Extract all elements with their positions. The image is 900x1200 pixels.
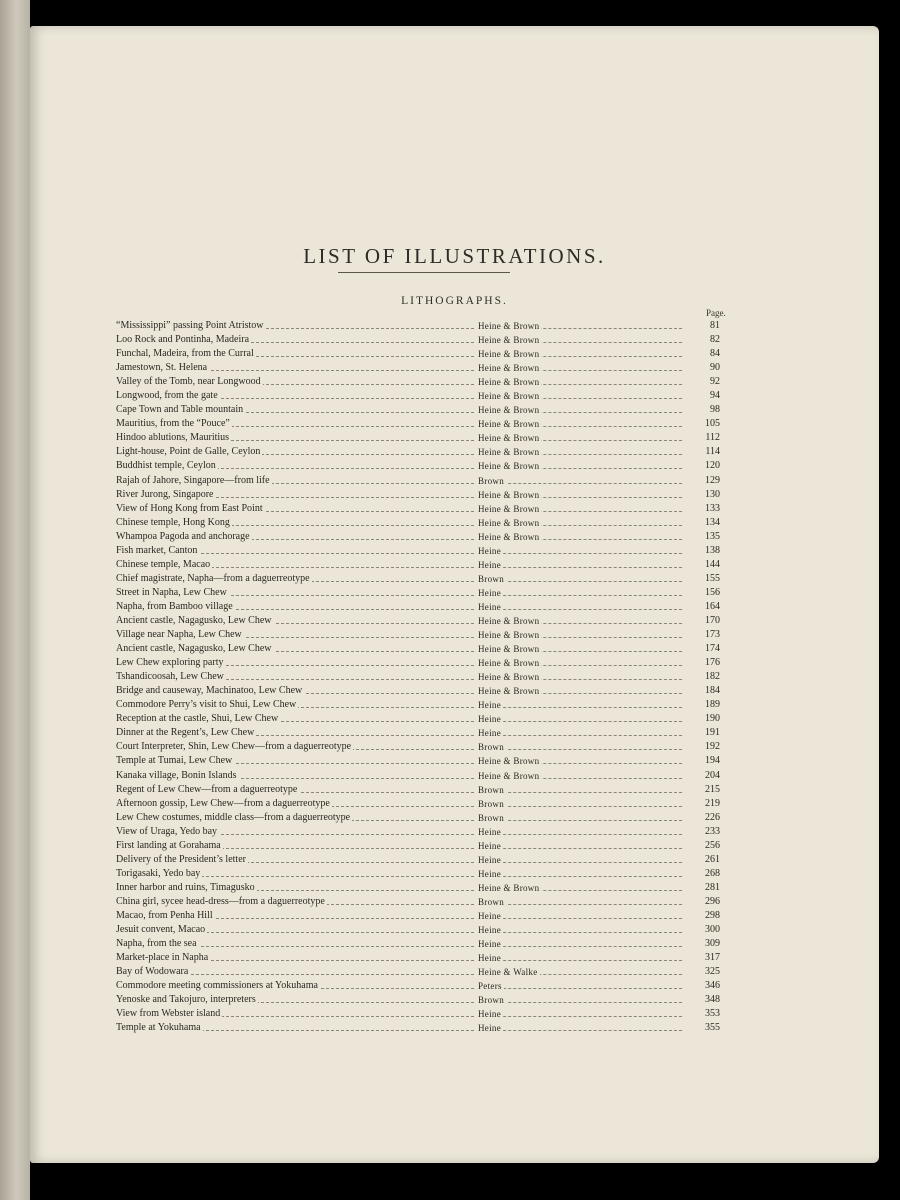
leader-dots (478, 960, 682, 961)
illustration-title: Lew Chew exploring party (116, 657, 224, 669)
leader-dots (478, 876, 682, 877)
artist-name: Brown (478, 995, 504, 1006)
page-number: 114 (705, 446, 720, 458)
leader-dots (478, 904, 682, 905)
leader-dots (478, 581, 682, 582)
artist-name: Heine & Brown (478, 405, 540, 416)
leader-dots (478, 820, 682, 821)
page-number: 309 (705, 938, 720, 950)
list-item (116, 754, 720, 768)
illustration-title: Light-house, Point de Galle, Ceylon (116, 446, 261, 458)
artist-name: Heine & Brown (478, 658, 540, 669)
page-column-label: Page. (706, 308, 726, 318)
artist-name: Brown (478, 798, 504, 809)
artist-name: Heine & Brown (478, 630, 540, 641)
illustration-title: Valley of the Tomb, near Longwood (116, 376, 261, 388)
list-item (116, 572, 720, 586)
artist-name: Heine & Brown (478, 672, 540, 683)
illustration-title: Macao, from Penha Hill (116, 909, 213, 921)
list-item (116, 839, 720, 853)
page-number: 281 (705, 881, 720, 893)
page-number: 296 (705, 895, 720, 907)
book-page (30, 26, 879, 1163)
illustration-title: Napha, from the sea (116, 938, 197, 950)
illustration-title: Whampoa Pagoda and anchorage (116, 530, 250, 542)
leader-dots (478, 707, 682, 708)
page-number: 92 (710, 376, 720, 388)
leader-dots (478, 792, 682, 793)
leader-dots (478, 918, 682, 919)
list-item (116, 769, 720, 783)
illustration-title: Loo Rock and Pontinha, Madeira (116, 334, 250, 346)
list-item (116, 951, 720, 965)
illustration-title: Reception at the castle, Shui, Lew Chew (116, 713, 279, 725)
page-number: 133 (705, 502, 720, 514)
page-number: 325 (705, 966, 720, 978)
artist-name: Heine (478, 714, 501, 725)
artist-name: Heine & Brown (478, 419, 540, 430)
leader-dots (478, 988, 682, 989)
artist-name: Heine & Brown (478, 377, 540, 388)
artist-name: Heine (478, 925, 501, 936)
list-item (116, 347, 720, 361)
illustration-title: Ancient castle, Nagagusko, Lew Chew (116, 614, 272, 626)
illustration-title: First landing at Gorahama (116, 839, 221, 851)
artist-name: Heine (478, 700, 501, 711)
artist-name: Brown (478, 896, 504, 907)
illustration-title: Funchal, Madeira, from the Curral (116, 348, 254, 360)
illustration-title: Cape Town and Table mountain (116, 404, 244, 416)
leader-dots (478, 749, 682, 750)
artist-name: Heine (478, 868, 501, 879)
illustration-title: Ancient castle, Nagagusko, Lew Chew (116, 643, 272, 655)
page-number: 219 (705, 797, 720, 809)
illustration-title: Hindoo ablutions, Mauritius (116, 432, 230, 444)
page-number: 105 (705, 418, 720, 430)
artist-name: Heine & Brown (478, 433, 540, 444)
illustration-title: Chinese temple, Hong Kong (116, 516, 230, 528)
list-item (116, 825, 720, 839)
list-item (116, 375, 720, 389)
list-item (116, 726, 720, 740)
artist-name: Heine & Brown (478, 615, 540, 626)
artist-name: Heine & Brown (478, 882, 540, 893)
list-item (116, 993, 720, 1007)
illustration-title: Village near Napha, Lew Chew (116, 629, 242, 641)
list-item (116, 516, 720, 530)
page-number: 90 (710, 362, 720, 374)
list-item (116, 628, 720, 642)
illustration-title: View of Hong Kong from East Point (116, 502, 263, 514)
illustration-title: Temple at Tumai, Lew Chew (116, 755, 233, 767)
list-item (116, 740, 720, 754)
artist-name: Peters (478, 981, 502, 992)
artist-name: Brown (478, 573, 504, 584)
list-item (116, 502, 720, 516)
list-item (116, 923, 720, 937)
list-item (116, 867, 720, 881)
list-item (116, 586, 720, 600)
illustration-title: Tshandicoosah, Lew Chew (116, 671, 224, 683)
list-item (116, 445, 720, 459)
page-number: 192 (705, 741, 720, 753)
page-title: LIST OF ILLUSTRATIONS. (303, 244, 606, 268)
page-number: 170 (705, 614, 720, 626)
artist-name: Heine & Brown (478, 363, 540, 374)
list-item (116, 474, 720, 488)
page-number: 226 (705, 811, 720, 823)
list-item (116, 530, 720, 544)
leader-dots (478, 848, 682, 849)
artist-name: Heine (478, 545, 501, 556)
list-item (116, 698, 720, 712)
artist-name: Heine & Brown (478, 644, 540, 655)
artist-name: Heine (478, 910, 501, 921)
page-number: 112 (705, 432, 720, 444)
page-number: 129 (705, 474, 720, 486)
illustration-title: Mauritius, from the “Pouce” (116, 418, 230, 430)
artist-name: Heine (478, 559, 501, 570)
page-number: 189 (705, 699, 720, 711)
artist-name: Heine & Brown (478, 461, 540, 472)
artist-name: Brown (478, 812, 504, 823)
leader-dots (478, 932, 682, 933)
illustration-title: View of Uraga, Yedo bay (116, 825, 218, 837)
illustration-title: Lew Chew costumes, middle class—from a daguerreotype (116, 811, 351, 823)
page-number: 355 (705, 1022, 720, 1034)
list-item (116, 361, 720, 375)
illustration-title: Commodore Perry’s visit to Shui, Lew Chew (116, 699, 297, 711)
book-spine-edge (0, 0, 30, 1200)
leader-dots (478, 1016, 682, 1017)
page-number: 174 (705, 643, 720, 655)
artist-name: Heine & Brown (478, 447, 540, 458)
list-item (116, 979, 720, 993)
list-item (116, 403, 720, 417)
page-number: 353 (705, 1008, 720, 1020)
leader-dots (478, 834, 682, 835)
illustration-title: Street in Napha, Lew Chew (116, 586, 227, 598)
leader-dots (478, 483, 682, 484)
artist-name: Heine & Brown (478, 503, 540, 514)
illustration-title: Commodore meeting commissioners at Yokuhama (116, 980, 318, 992)
leader-dots (478, 1030, 682, 1031)
page-number: 268 (705, 867, 720, 879)
leader-dots (478, 595, 682, 596)
page-number: 164 (705, 600, 720, 612)
leader-dots (478, 862, 682, 863)
page-number: 176 (705, 657, 720, 669)
artist-name: Heine (478, 953, 501, 964)
illustration-title: Torigasaki, Yedo bay (116, 867, 201, 879)
artist-name: Heine (478, 939, 501, 950)
page-number: 346 (705, 980, 720, 992)
illustration-title: River Jurong, Singapore (116, 488, 214, 500)
artist-name: Brown (478, 475, 504, 486)
list-item (116, 797, 720, 811)
illustration-title: Jesuit convent, Macao (116, 924, 206, 936)
list-item (116, 614, 720, 628)
page-number: 191 (705, 727, 720, 739)
artist-name: Heine (478, 728, 501, 739)
list-item (116, 783, 720, 797)
page-number: 261 (705, 853, 720, 865)
leader-dots (478, 735, 682, 736)
artist-name: Heine (478, 840, 501, 851)
page-number: 184 (705, 685, 720, 697)
illustration-title: Chinese temple, Macao (116, 558, 211, 570)
illustration-title: Delivery of the President’s letter (116, 853, 246, 865)
page-number: 194 (705, 755, 720, 767)
list-item (116, 319, 720, 333)
list-item (116, 670, 720, 684)
leader-dots (478, 806, 682, 807)
list-item (116, 417, 720, 431)
illustration-list (116, 319, 720, 1035)
list-item (116, 965, 720, 979)
list-item (116, 1007, 720, 1021)
artist-name: Heine & Walke (478, 967, 538, 978)
title-rule (338, 272, 510, 273)
list-item (116, 909, 720, 923)
list-item (116, 937, 720, 951)
artist-name: Heine (478, 826, 501, 837)
illustration-title: Court Interpreter, Shin, Lew Chew—from a daguerreotype (116, 741, 352, 753)
list-item (116, 895, 720, 909)
illustration-title: Jamestown, St. Helena (116, 362, 208, 374)
illustration-title: Temple at Yokuhama (116, 1022, 201, 1034)
page-number: 190 (705, 713, 720, 725)
page-number: 317 (705, 952, 720, 964)
artist-name: Brown (478, 742, 504, 753)
page-number: 98 (710, 404, 720, 416)
artist-name: Heine & Brown (478, 770, 540, 781)
illustration-title: Inner harbor and ruins, Timagusko (116, 881, 255, 893)
list-item (116, 811, 720, 825)
list-item (116, 712, 720, 726)
list-item (116, 600, 720, 614)
illustration-title: Yenoske and Takojuro, interpreters (116, 994, 256, 1006)
page-number: 300 (705, 924, 720, 936)
list-item (116, 558, 720, 572)
illustration-title: Dinner at the Regent’s, Lew Chew (116, 727, 255, 739)
page-number: 204 (705, 769, 720, 781)
artist-name: Heine & Brown (478, 531, 540, 542)
page-number: 138 (705, 544, 720, 556)
page-number: 215 (705, 783, 720, 795)
page-number: 120 (705, 460, 720, 472)
artist-name: Brown (478, 784, 504, 795)
leader-dots (478, 946, 682, 947)
illustration-title: Afternoon gossip, Lew Chew—from a daguerreotype (116, 797, 330, 809)
artist-name: Heine & Brown (478, 517, 540, 528)
artist-name: Heine (478, 1009, 501, 1020)
artist-name: Heine & Brown (478, 349, 540, 360)
page-number: 84 (710, 348, 720, 360)
page-number: 134 (705, 516, 720, 528)
page-number: 298 (705, 909, 720, 921)
leader-dots (478, 1002, 682, 1003)
list-item (116, 684, 720, 698)
leader-dots (478, 567, 682, 568)
illustration-title: Kanaka village, Bonin Islands (116, 769, 237, 781)
list-item (116, 389, 720, 403)
page-number: 81 (710, 320, 720, 331)
illustration-title: China girl, sycee head-dress—from a daguerreotype (116, 895, 325, 907)
illustration-title: Market-place in Napha (116, 952, 209, 964)
page-number: 144 (705, 558, 720, 570)
illustration-title: Bay of Wodowara (116, 966, 189, 978)
page-number: 182 (705, 671, 720, 683)
page-number: 233 (705, 825, 720, 837)
page-number: 130 (705, 488, 720, 500)
leader-dots (478, 553, 682, 554)
illustration-title: Regent of Lew Chew—from a daguerreotype (116, 783, 298, 795)
illustration-title: “Mississippi” passing Point Atristow (116, 320, 264, 331)
artist-name: Heine (478, 587, 501, 598)
page-number: 94 (710, 390, 720, 402)
page-number: 156 (705, 586, 720, 598)
list-item (116, 333, 720, 347)
illustration-title: Rajah of Jahore, Singapore—from life (116, 474, 270, 486)
page-number: 155 (705, 572, 720, 584)
list-item (116, 853, 720, 867)
list-item (116, 642, 720, 656)
artist-name: Heine & Brown (478, 489, 540, 500)
artist-name: Heine (478, 854, 501, 865)
illustration-title: View from Webster island (116, 1008, 221, 1020)
list-item (116, 881, 720, 895)
page-number: 173 (705, 629, 720, 641)
illustration-title: Chief magistrate, Napha—from a daguerreotype (116, 572, 310, 584)
illustration-title: Buddhist temple, Ceylon (116, 460, 216, 472)
illustration-title: Fish market, Canton (116, 544, 198, 556)
illustration-title: Longwood, from the gate (116, 390, 218, 402)
list-item (116, 459, 720, 473)
list-item (116, 488, 720, 502)
page-number: 348 (705, 994, 720, 1006)
list-item (116, 1021, 720, 1035)
illustration-title: Bridge and causeway, Machinatoo, Lew Chew (116, 685, 303, 697)
artist-name: Heine & Brown (478, 686, 540, 697)
artist-name: Heine (478, 1023, 501, 1034)
artist-name: Heine & Brown (478, 335, 540, 346)
list-item (116, 431, 720, 445)
artist-name: Heine & Brown (478, 321, 540, 331)
leader-dots (478, 721, 682, 722)
artist-name: Heine (478, 601, 501, 612)
list-item (116, 544, 720, 558)
section-heading: LITHOGRAPHS. (401, 295, 508, 307)
leader-dots (478, 609, 682, 610)
illustration-title: Napha, from Bamboo village (116, 600, 233, 612)
list-item (116, 656, 720, 670)
page-number: 135 (705, 530, 720, 542)
artist-name: Heine & Brown (478, 391, 540, 402)
page-number: 82 (710, 334, 720, 346)
page-number: 256 (705, 839, 720, 851)
artist-name: Heine & Brown (478, 756, 540, 767)
